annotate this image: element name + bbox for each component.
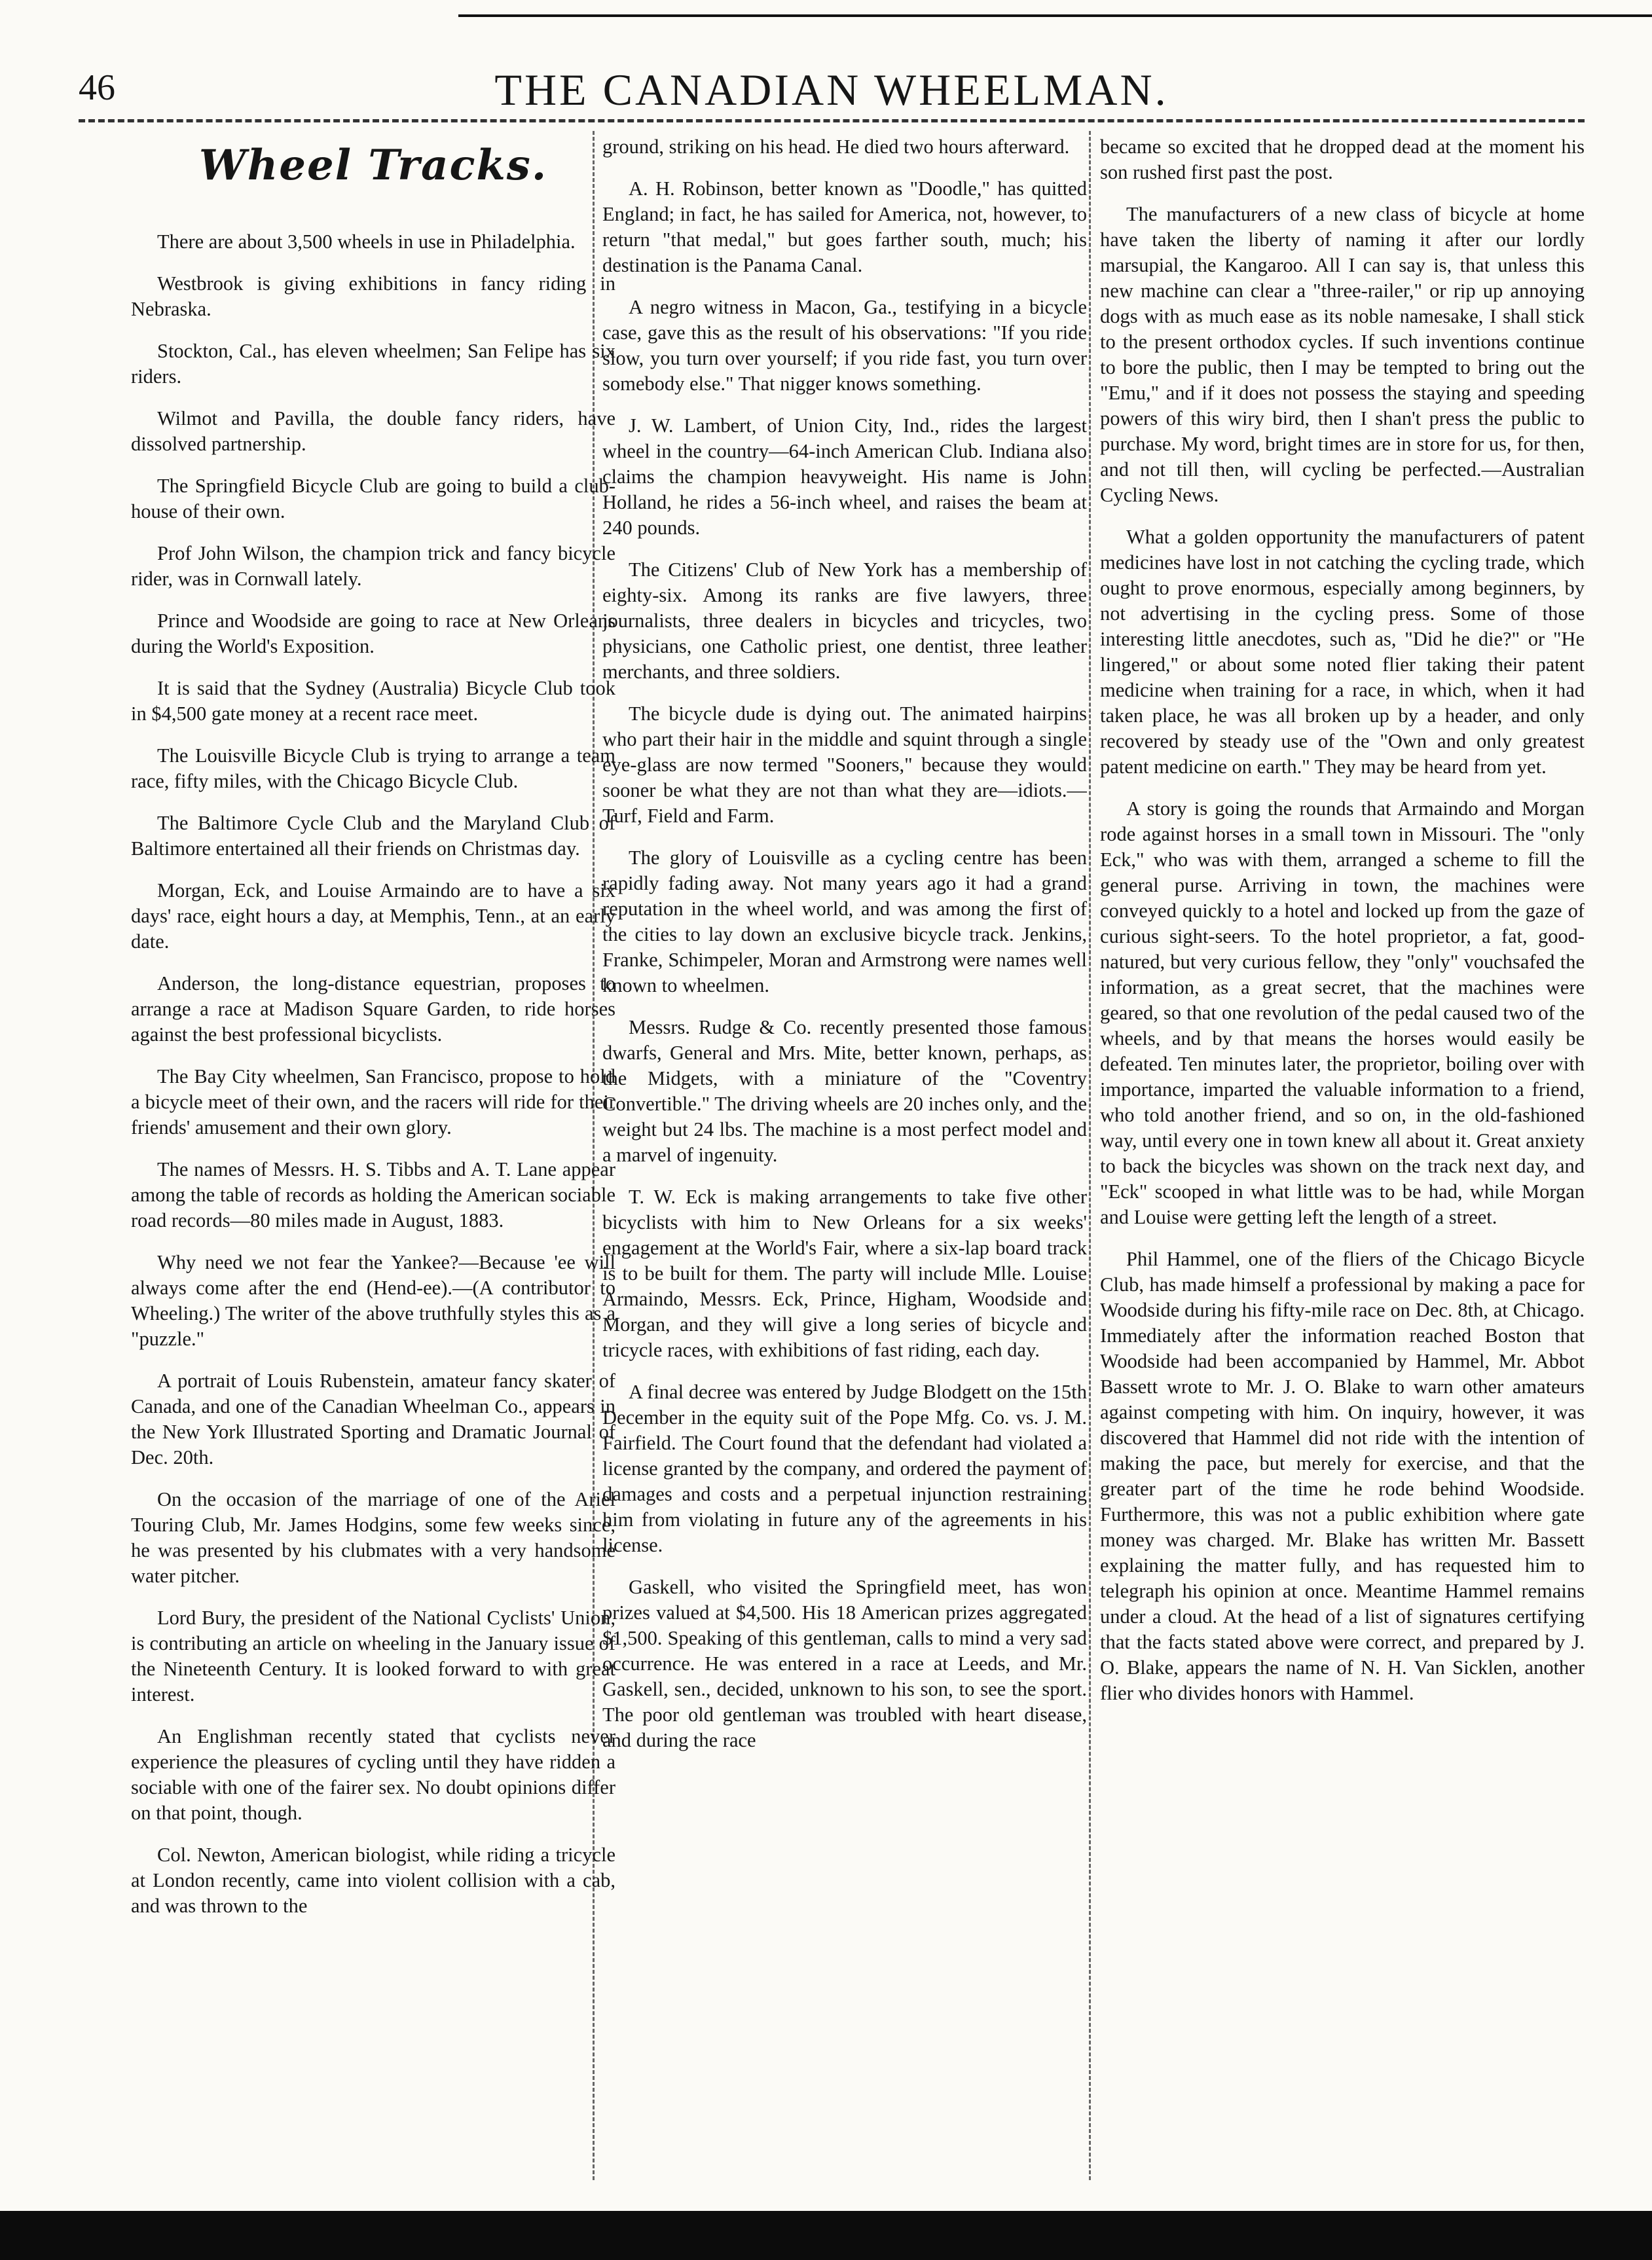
article-paragraph: Prof John Wilson, the champion trick and fancy bicycle rider, was in Cornwall lately.: [131, 542, 615, 590]
publication-title: THE CANADIAN WHEELMAN.: [494, 65, 1169, 115]
article-paragraph: Messrs. Rudge & Co. recently presented those famous dwarfs, General and Mrs. Mite, better known, perhaps, as the Midgets, with a miniature of the "Coventry Convertible." The driving wheels are 20 inches only, and the weight but 24 lbs. The machine is a most perfect model and a marvel of ingenuity.: [602, 1016, 1087, 1166]
column-separator: [1089, 131, 1091, 2180]
article-paragraph: Stockton, Cal., has eleven wheelmen; San Felipe has six riders.: [131, 340, 615, 388]
article-paragraph: An Englishman recently stated that cyclists never experience the pleasures of cycling until they have ridden a sociable with one of the fairer sex. No doubt opinions differ on that point, though.: [131, 1725, 615, 1824]
column-3: [1100, 134, 1585, 2196]
article-paragraph: There are about 3,500 wheels in use in Philadelphia.: [157, 230, 576, 253]
article-paragraph: Morgan, Eck, and Louise Armaindo are to have a six days' race, eight hours a day, at Memphis, Tenn., at an early date.: [131, 879, 615, 953]
page-header: [79, 64, 1585, 120]
article-paragraph: Westbrook is giving exhibitions in fancy riding in Nebraska.: [131, 272, 615, 320]
article-paragraph: The Springfield Bicycle Club are going to build a club-house of their own.: [131, 475, 615, 522]
article-paragraph: A final decree was entered by Judge Blodgett on the 15th December in the equity suit of the Pope Mfg. Co. vs. J. M. Fairfield. The Court found that the defendant had violated a license granted by the company, and ordered the payment of damages and costs and a perpetual injunction restraining him from violating in future any of the agreements in his license.: [602, 1381, 1087, 1556]
page-number: 46: [79, 67, 115, 108]
header-rule: [79, 119, 1585, 122]
article-paragraph: The glory of Louisville as a cycling centre has been rapidly fading away. Not many years ago it had a grand reputation in the wheel world, and was among the first of the cities to lay down an exclusive bicycle track. Jenkins, Franke, Schimpeler, Moran and Armstrong were names well known to wheelmen.: [602, 847, 1087, 996]
article-paragraph: ground, striking on his head. He died two hours afterward.: [602, 136, 1070, 158]
article-paragraph: Wilmot and Pavilla, the double fancy riders, have dissolved partnership.: [131, 407, 615, 455]
article-paragraph: On the occasion of the marriage of one of the Ariel Touring Club, Mr. James Hodgins, some few weeks since, he was presented by his clubmates with a very handsome water pitcher.: [131, 1488, 615, 1587]
article-paragraph: The manufacturers of a new class of bicycle at home have taken the liberty of naming it after our lordly marsupial, the Kangaroo. All I can say is, that unless this new machine can clear a "three-railer," or rip up annoying dogs with as much ease as its noble namesake, I shall stick to the present orthodox cycles. If such inventions continue to bore the public, then I may be tempted to bring out the "Emu," and if it does not possess the staying and speeding powers of this wiry bird, then I shan't press the public to purchase. My word, bright times are in store for us, for then, and not till then, will cycling be perfected.—Australian Cycling News.: [1100, 203, 1585, 506]
article-paragraph: What a golden opportunity the manufacturers of patent medicines have lost in not catching the cycling trade, which ought to prove enormous, especially among beginners, by not advertising in the cycling press. Some of those interesting little anecdotes, such as, "Did he die?" or "He lingered," or about some noted flier taking their patent medicine when training for a race, in which, when it had taken place, he was all broken up by a header, and only recovered by steady use of the "Own and only greatest patent medicine on earth." They may be heard from yet.: [1100, 526, 1585, 778]
article-paragraph: Why need we not fear the Yankee?—Because 'ee will always come after the end (Hend-ee).—(A contributor to Wheeling.) The writer of the above truthfully styles this as a "puzzle.": [131, 1251, 615, 1350]
article-paragraph: T. W. Eck is making arrangements to take five other bicyclists with him to New Orleans for a six weeks' engagement at the World's Fair, where a six-lap board track is to be built for them. The party will include Mlle. Louise Armaindo, Messrs. Eck, Prince, Higham, Woodside and Morgan, and they will give a long series of bicycle and tricycle races, with exhibitions of fast riding, each day.: [602, 1186, 1087, 1361]
article-paragraph: Gaskell, who visited the Springfield meet, has won prizes valued at $4,500. His 18 American prizes aggregated $1,500. Speaking of this gentleman, calls to mind a very sad occurrence. He was entered in a race at Leeds, and Mr. Gaskell, sen., decided, unknown to his son, to see the sport. The poor old gentleman was troubled with heart disease, and during the race: [602, 1576, 1087, 1751]
article-paragraph: Lord Bury, the president of the National Cyclists' Union, is contributing an article on wheeling in the January issue of the Nineteenth Century. It is looked forward to with great interest.: [131, 1607, 615, 1705]
article-paragraph: The Bay City wheelmen, San Francisco, propose to hold a bicycle meet of their own, and the racers will ride for their friends' amusement and their own glory.: [131, 1065, 615, 1139]
column-1: [131, 134, 615, 2196]
article-paragraph: Phil Hammel, one of the fliers of the Chicago Bicycle Club, has made himself a professional by making a pace for Woodside during his fifty-mile race on Dec. 8th, at Chicago. Immediately after the information reached Boston that Woodside had been accompanied by Hammel, Mr. Abbot Bassett wrote to Mr. J. O. Blake to warn other amateurs against competing with him. On inquiry, however, it was discovered that Hammel did not ride with the intention of making the pace, but merely for exercise, and that the greater part of the time he rode behind Woodside. Furthermore, this was not a public exhibition where gate money was charged. Mr. Blake has written Mr. Bassett explaining the matter fully, and has requested him to telegraph his opinion at once. Meantime Hammel remains under a cloud. At the head of a list of signatures certifying that the facts stated above were correct, and prepared by J. O. Blake, appears the name of N. H. Van Sicklen, another flier who divides honors with Hammel.: [1100, 1248, 1585, 1704]
article-paragraph: A story is going the rounds that Armaindo and Morgan rode against horses in a small town in Missouri. The "only Eck," who was with them, arranged a scheme to fill the general purse. Arriving in town, the machines were conveyed quickly to a hotel and locked up from the gaze of curious sight-seers. To the hotel proprietor, a fat, good-natured, but very curious fellow, they "only" vouchsafed the information, as a great secret, that the machines were geared, so that one revolution of the pedal caused two of the wheels, and by that means the horses would easily be defeated. Ten minutes later, the proprietor, boiling over with importance, imparted the valuable information to a friend, who told another friend, and so on, in the old-fashioned way, until every one in town knew all about it. Great anxiety to back the bicycles was shown on the track next day, and "Eck" scooped in what little was to be had, while Morgan and Louise were getting left the length of a street.: [1100, 797, 1585, 1228]
column-2: [602, 134, 1087, 2196]
article-paragraph: Prince and Woodside are going to race at New Orleans during the World's Exposition.: [131, 610, 615, 657]
article-paragraph: The Citizens' Club of New York has a membership of eighty-six. Among its ranks are five lawyers, three journalists, three dealers in bicycles and tricycles, two physicians, one Catholic priest, one dentist, three leather merchants, and three soldiers.: [602, 558, 1087, 683]
article-paragraph: The Baltimore Cycle Club and the Maryland Club of Baltimore entertained all their friends on Christmas day.: [131, 812, 615, 860]
article-paragraph: The Louisville Bicycle Club is trying to arrange a team race, fifty miles, with the Chicago Bicycle Club.: [131, 744, 615, 792]
article-paragraph: Col. Newton, American biologist, while riding a tricycle at London recently, came into violent collision with a cab, and was thrown to the: [131, 1844, 615, 1917]
section-title: Wheel Tracks.: [198, 141, 548, 190]
article-paragraph: A. H. Robinson, better known as "Doodle," has quitted England; in fact, he has sailed for America, not, however, to return "that medal," but goes farther south, much; his destination is the Panama Canal.: [602, 177, 1087, 276]
article-paragraph: J. W. Lambert, of Union City, Ind., rides the largest wheel in the country—64-inch American Club. Indiana also claims the champion heavyweight. His name is John Holland, he rides a 56-inch wheel, and raises the beam at 240 pounds.: [602, 414, 1087, 539]
top-rule: [458, 14, 1652, 17]
article-paragraph: Anderson, the long-distance equestrian, proposes to arrange a race at Madison Square Garden, to ride horses against the best professional bicyclists.: [131, 972, 615, 1046]
article-paragraph: It is said that the Sydney (Australia) Bicycle Club took in $4,500 gate money at a recent race meet.: [131, 677, 615, 725]
article-paragraph: The names of Messrs. H. S. Tibbs and A. T. Lane appear among the table of records as holding the American sociable road records—80 miles made in August, 1883.: [131, 1158, 615, 1231]
article-paragraph: A portrait of Louis Rubenstein, amateur fancy skater of Canada, and one of the Canadian Wheelman Co., appears in the New York Illustrated Sporting and Dramatic Journal of Dec. 20th.: [131, 1370, 615, 1468]
bottom-bar: [0, 2211, 1652, 2260]
article-paragraph: A negro witness in Macon, Ga., testifying in a bicycle case, gave this as the result of his observations: "If you ride slow, you turn over yourself; if you ride fast, you turn over somebody else." That nigger knows something.: [602, 296, 1087, 395]
article-paragraph: became so excited that he dropped dead at the moment his son rushed first past the post.: [1100, 136, 1585, 183]
article-paragraph: The bicycle dude is dying out. The animated hairpins who part their hair in the middle and squint through a single eye-glass are now termed "Sooners," because they would sooner be what they are not than what they are—idiots.—Turf, Field and Farm.: [602, 702, 1087, 827]
